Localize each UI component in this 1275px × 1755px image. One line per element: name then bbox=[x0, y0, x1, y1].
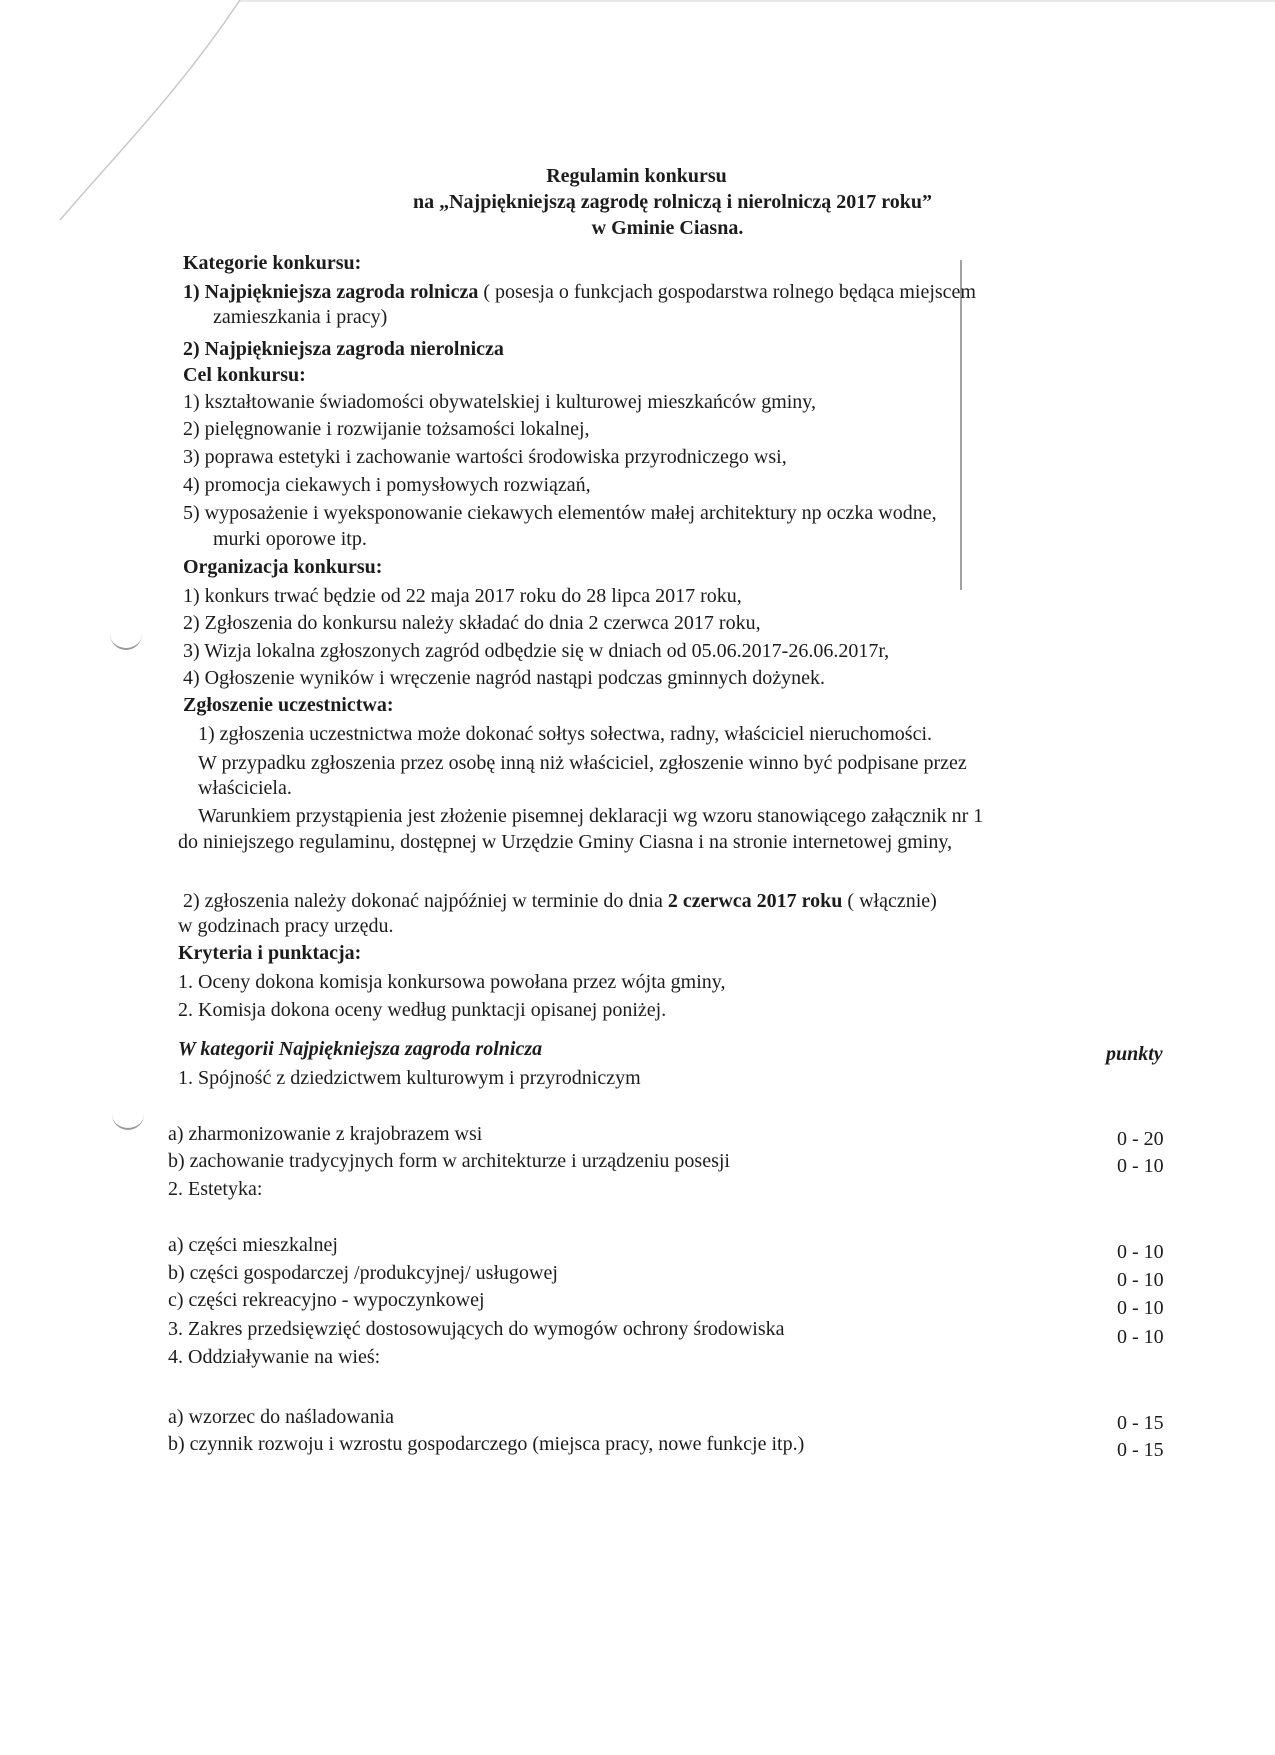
criterion-row: a) zharmonizowanie z krajobrazem wsi bbox=[168, 1123, 483, 1145]
zgloszenie-paragraph: Warunkiem przystąpienia jest złożenie pisemnej deklaracji wg wzoru stanowiącego załącznik nr 1 bbox=[198, 805, 984, 827]
section-heading-kategorie: Kategorie konkursu: bbox=[183, 252, 362, 274]
scoring-category-heading: W kategorii Najpiękniejsza zagroda rolnicza bbox=[178, 1038, 543, 1060]
criterion-title: 1. Spójność z dziedzictwem kulturowym i przyrodniczym bbox=[178, 1067, 641, 1089]
criterion-row: a) wzorzec do naśladowania bbox=[168, 1406, 394, 1428]
criterion-points: 0 - 20 bbox=[1117, 1128, 1164, 1150]
criterion-row: b) zachowanie tradycyjnych form w architekturze i urządzeniu posesji bbox=[168, 1150, 730, 1172]
criterion-points: 0 - 10 bbox=[1117, 1241, 1164, 1263]
cel-item: 3) poprawa estetyki i zachowanie wartości środowiska przyrodniczego wsi, bbox=[183, 446, 787, 468]
kategorie-item-2: 2) Najpiękniejsza zagroda nierolnicza bbox=[183, 338, 504, 360]
criterion-row: a) części mieszkalnej bbox=[168, 1234, 338, 1256]
kategorie-item-1-name: Najpiękniejsza zagroda rolnicza bbox=[204, 281, 479, 303]
zgloszenie-paragraph: W przypadku zgłoszenia przez osobę inną niż właściciel, zgłoszenie winno być podpisane przez bbox=[198, 752, 967, 774]
section-heading-zgloszenie: Zgłoszenie uczestnictwa: bbox=[183, 694, 394, 716]
zgloszenie-deadline-date: 2 czerwca 2017 roku bbox=[667, 890, 843, 912]
kryteria-item: 1. Oceny dokona komisja konkursowa powołana przez wójta gminy, bbox=[178, 971, 726, 993]
document-subtitle: na „Najpiękniejszą zagrodę rolniczą i nierolniczą 2017 roku” bbox=[412, 191, 933, 213]
punch-hole-mark bbox=[112, 1110, 144, 1130]
points-column-header: punkty bbox=[1106, 1043, 1163, 1065]
criterion-row: b) części gospodarczej /produkcyjnej/ usługowej bbox=[168, 1262, 558, 1284]
criterion-points: 0 - 15 bbox=[1117, 1439, 1164, 1461]
section-heading-cel: Cel konkursu: bbox=[183, 364, 306, 386]
cel-item: 5) wyposażenie i wyeksponowanie ciekawych elementów małej architektury np oczka wodne, bbox=[183, 502, 937, 524]
section-heading-kryteria: Kryteria i punktacja: bbox=[178, 942, 362, 964]
document-location: w Gminie Ciasna. bbox=[591, 217, 744, 239]
section-heading-organizacja: Organizacja konkursu: bbox=[183, 556, 383, 578]
kategorie-item-1 bbox=[183, 280, 976, 305]
criterion-row: c) części rekreacyjno - wypoczynkowej bbox=[168, 1289, 485, 1311]
criterion-points: 0 - 10 bbox=[1117, 1155, 1164, 1177]
kategorie-item-1-num: 1) bbox=[183, 281, 200, 303]
criterion-title: 3. Zakres przedsięwzięć dostosowujących do wymogów ochrony środowiska bbox=[168, 1318, 785, 1340]
cel-item: 1) kształtowanie świadomości obywatelskiej i kulturowej mieszkańców gminy, bbox=[183, 391, 817, 413]
zgloszenie-deadline-cont: w godzinach pracy urzędu. bbox=[178, 915, 394, 937]
kategorie-item-1-desc: ( posesja o funkcjach gospodarstwa rolnego będąca miejscem bbox=[478, 281, 976, 303]
cel-item: 2) pielęgnowanie i rozwijanie tożsamości lokalnej, bbox=[183, 418, 590, 440]
criterion-points: 0 - 10 bbox=[1117, 1297, 1164, 1319]
organizacja-item: 1) konkurs trwać będzie od 22 maja 2017 roku do 28 lipca 2017 roku, bbox=[183, 585, 742, 607]
organizacja-item: 3) Wizja lokalna zgłoszonych zagród odbędzie się w dniach od 05.06.2017-26.06.2017r, bbox=[183, 640, 890, 662]
zgloszenie-deadline bbox=[183, 889, 937, 914]
criterion-points: 0 - 10 bbox=[1117, 1269, 1164, 1291]
criterion-points: 0 - 15 bbox=[1117, 1412, 1164, 1434]
criterion-points: 0 - 10 bbox=[1117, 1326, 1164, 1348]
criterion-title: 4. Oddziaływanie na wieś: bbox=[168, 1346, 381, 1368]
zgloszenie-deadline-text: 2) zgłoszenia należy dokonać najpóźniej w terminie do dnia bbox=[183, 890, 668, 912]
criterion-row: b) czynnik rozwoju i wzrostu gospodarczego (miejsca pracy, nowe funkcje itp.) bbox=[168, 1433, 805, 1455]
zgloszenie-deadline-end: ( włącznie) bbox=[842, 890, 937, 912]
zgloszenie-paragraph: do niniejszego regulaminu, dostępnej w Urzędzie Gminy Ciasna i na stronie internetowej gminy, bbox=[178, 831, 953, 853]
kryteria-item: 2. Komisja dokona oceny według punktacji opisanej poniżej. bbox=[178, 999, 667, 1021]
zgloszenie-paragraph: 1) zgłoszenia uczestnictwa może dokonać sołtys sołectwa, radny, właściciel nieruchomości. bbox=[198, 723, 933, 745]
organizacja-item: 4) Ogłoszenie wyników i wręczenie nagród nastąpi podczas gminnych dożynek. bbox=[183, 667, 826, 689]
zgloszenie-paragraph: właściciela. bbox=[198, 777, 292, 799]
cel-item-5-cont: murki oporowe itp. bbox=[213, 528, 367, 550]
document-title: Regulamin konkursu bbox=[546, 165, 727, 187]
punch-hole-mark bbox=[110, 630, 142, 650]
scan-streak bbox=[960, 260, 962, 590]
organizacja-item: 2) Zgłoszenia do konkursu należy składać do dnia 2 czerwca 2017 roku, bbox=[183, 612, 761, 634]
cel-item: 4) promocja ciekawych i pomysłowych rozwiązań, bbox=[183, 474, 591, 496]
kategorie-item-1-cont: zamieszkania i pracy) bbox=[213, 306, 388, 328]
criterion-title: 2. Estetyka: bbox=[168, 1178, 263, 1200]
